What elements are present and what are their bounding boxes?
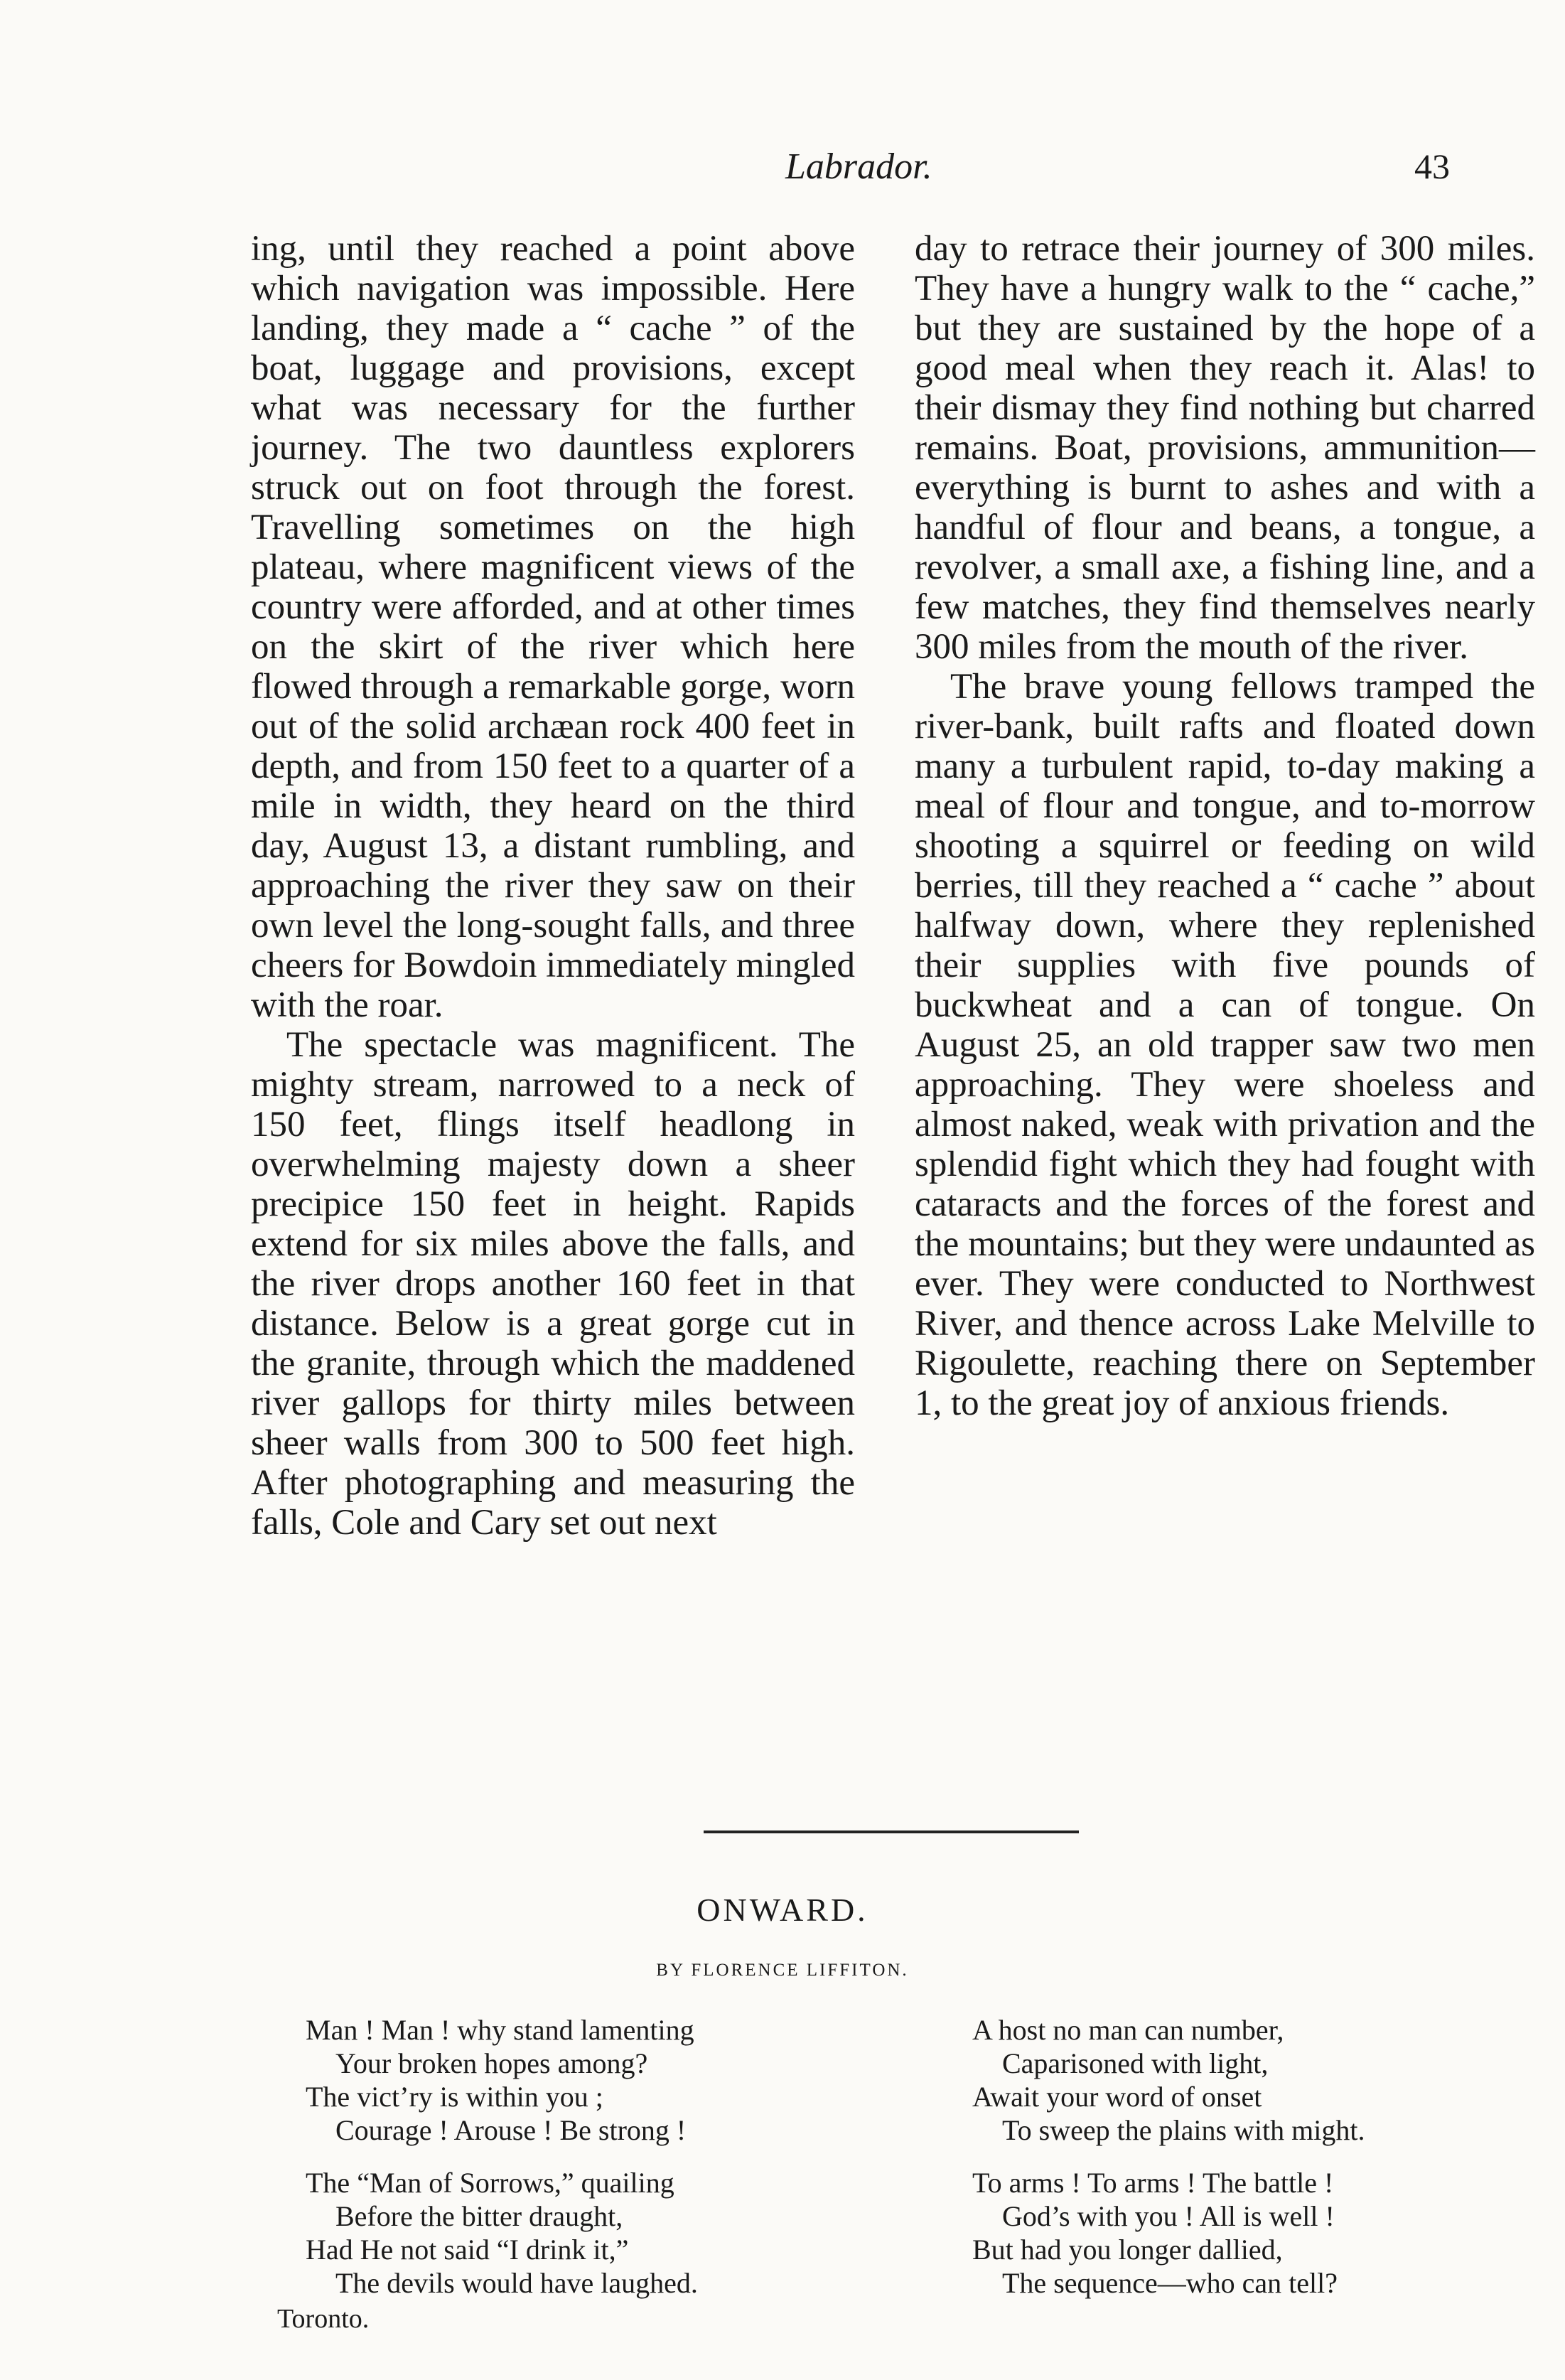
poem-line: Courage ! Arouse ! Be strong ! <box>335 2114 687 2146</box>
poem-line: To arms ! To arms ! The battle ! <box>972 2167 1334 2199</box>
poem-line: The vict’ry is within you ; <box>306 2081 603 2113</box>
poem-line: Your broken hopes among? <box>335 2047 648 2079</box>
running-title: Labrador. <box>785 146 932 187</box>
poem-line: But had you longer dallied, <box>972 2234 1283 2266</box>
poem-line: Caparisoned with light, <box>1002 2047 1269 2079</box>
article-left-column <box>251 229 855 1543</box>
poem-line: To sweep the plains with might. <box>1002 2114 1365 2146</box>
poem-line: God’s with you ! All is well ! <box>1002 2200 1335 2232</box>
poem-signature: Toronto. <box>277 2304 370 2334</box>
poem-stanza-2 <box>306 2166 874 2300</box>
paragraph: The brave young fellows tramped the river-bank, built rafts and floated down many a turbulent rapid, to-day making a meal of flour and tongue, and to-morrow shooting a squirrel or feeding on wild berries, till they reached a “ cache ” about halfway down, where they replenished their supplies with five pounds of buckwheat and a can of tongue. On August 25, an old trapper saw two men approaching. They were shoeless and almost naked, weak with privation and the splendid fight which they had fought with cataracts and the forces of the forest and the mountains; but they were undaunted as ever. They were conducted to Northwest River, and thence across Lake Melville to Rigoulette, reaching there on September 1, to the great joy of anxious friends. <box>915 667 1535 1423</box>
poem-line: The “Man of Sorrows,” quailing <box>306 2167 674 2199</box>
poem-line: Before the bitter draught, <box>335 2200 623 2232</box>
poem-line: Man ! Man ! why stand lamenting <box>306 2014 694 2046</box>
paragraph: ing, until they reached a point above which navigation was impossible. Here landing, they made a “ cache ” of the boat, luggage and provisions, except what was necessary for the further journey. The two dauntless explorers struck out on foot through the forest. Travelling sometimes on the high plateau, where magnificent views of the country were afforded, and at other times on the skirt of the river which here flowed through a remarkable gorge, worn out of the solid archæan rock 400 feet in depth, and from 150 feet to a quarter of a mile in width, they heard on the third day, August 13, a distant rumbling, and approaching the river they saw on their own level the long-sought falls, and three cheers for Bowdoin immediately mingled with the roar. <box>251 229 855 1025</box>
poem-line: Had He not said “I drink it,” <box>306 2234 629 2266</box>
article-right-column <box>915 229 1535 1423</box>
poem-line: Await your word of onset <box>972 2081 1262 2113</box>
section-divider <box>704 1830 1079 1833</box>
paragraph: The spectacle was magnificent. The mighty stream, narrowed to a neck of 150 feet, flings itself headlong in overwhelming majesty down a sheer precipice 150 feet in height. Rapids extend for six miles above the falls, and the river drops another 160 feet in that distance. Below is a great gorge cut in the granite, through which the maddened river gallops for thirty miles between sheer walls from 300 to 500 feet high. After photographing and measuring the falls, Cole and Cary set out next <box>251 1025 855 1543</box>
paragraph: day to retrace their journey of 300 miles. They have a hungry walk to the “ cache,” but they are sustained by the hope of a good meal when they reach it. Alas! to their dismay they find nothing but charred remains. Boat, provisions, ammunition—everything is burnt to ashes and with a handful of flour and beans, a tongue, a revolver, a small axe, a fishing line, and a few matches, they find themselves nearly 300 miles from the mouth of the river. <box>915 229 1535 667</box>
poem-stanza-4 <box>972 2166 1541 2300</box>
page-header <box>0 146 1565 195</box>
poem-stanza-1 <box>306 2013 874 2147</box>
poem-stanza-3 <box>972 2013 1541 2147</box>
poem-line: A host no man can number, <box>972 2014 1284 2046</box>
poem-byline: BY FLORENCE LIFFITON. <box>656 1961 909 1980</box>
poem-title: ONWARD. <box>697 1892 868 1928</box>
poem-line: The sequence—who can tell? <box>1002 2267 1338 2299</box>
poem-line: The devils would have laughed. <box>335 2267 698 2299</box>
page-number: 43 <box>1414 146 1450 186</box>
